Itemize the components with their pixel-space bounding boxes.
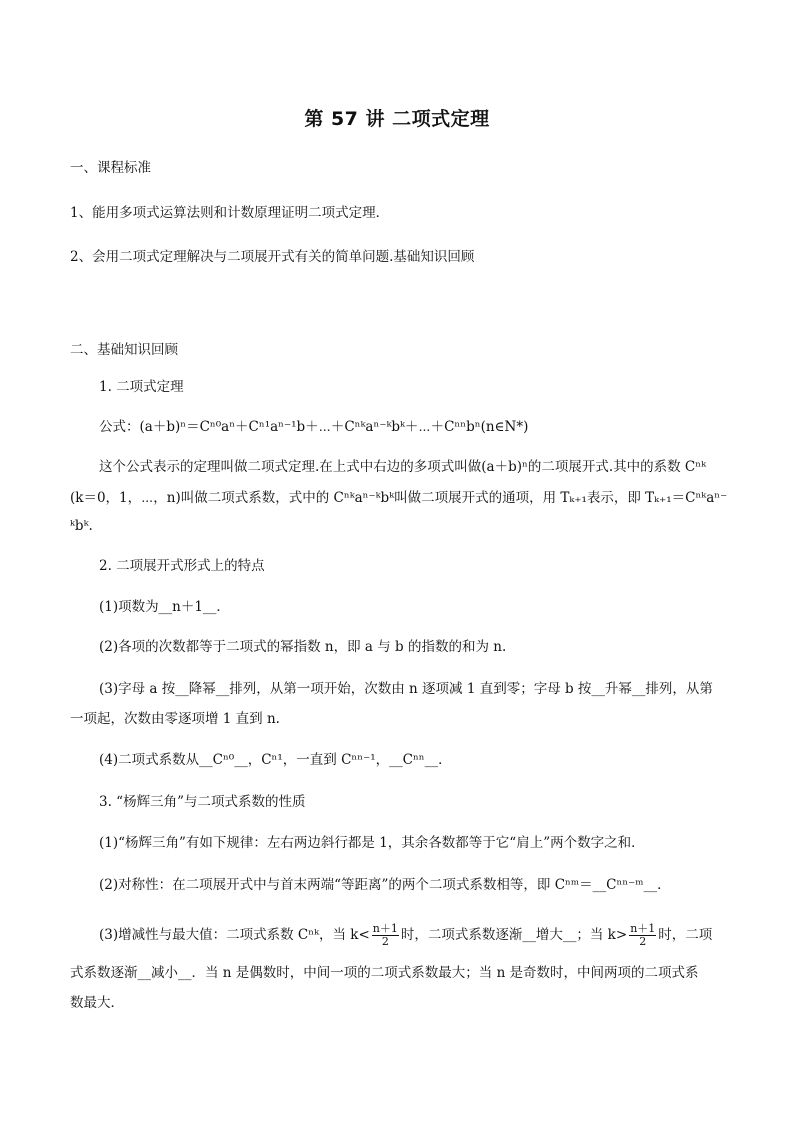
fraction-denominator: 2 [639,935,647,948]
binomial-formula: 公式：(a＋b)ⁿ＝Cⁿ⁰aⁿ＋Cⁿ¹aⁿ⁻¹b＋⋯＋Cⁿᵏaⁿ⁻ᵏbᵏ＋⋯＋Cⁿⁿbⁿ(n∈N*) [99,419,529,435]
fraction-n-plus-1-over-2-second [629,923,656,948]
part3-item-3-line-1 [99,918,759,952]
definition-para-line-1: 这个公式表示的定理叫做二项式定理.在上式中右边的多项式叫做(a＋b)ⁿ的二项展开式.其中的系数 Cⁿᵏ [99,459,707,475]
part3-heading: 3. “杨辉三角”与二项式系数的性质 [99,794,306,810]
part2-item-3-line-1: (3)字母 a 按__降幂__排列，从第一项开始，次数由 n 逐项减 1 直到零；字母 b 按__升幂__排列，从第 [99,681,713,697]
part3-item-2: (2)对称性：在二项展开式中与首末两端“等距离”的两个二项式系数相等，即 Cⁿᵐ＝__Cⁿⁿ⁻ᵐ__． [99,877,671,893]
part2-item-1: (1)项数为__n＋1__． [99,599,230,615]
course-standard-item-2: 2、会用二项式定理解决与二项展开式有关的简单问题.基础知识回顾 [70,249,475,265]
fraction-numerator: n＋1 [372,922,398,935]
definition-para-line-2: (k＝0，1，⋯，n)叫做二项式系数，式中的 Cⁿᵏaⁿ⁻ᵏbᵏ叫做二项展开式的通项，用 Tₖ₊₁表示，即 Tₖ₊₁＝Cⁿᵏaⁿ⁻ [70,490,728,506]
fraction-numerator: n＋1 [630,922,656,935]
fraction-n-plus-1-over-2 [372,923,399,948]
section-heading-course-standard: 一、课程标准 [70,160,151,176]
course-standard-item-1: 1、能用多项式运算法则和计数原理证明二项式定理． [70,205,390,221]
monotonicity-text-c: 时，二项 [658,927,713,943]
monotonicity-text-b: 时，二项式系数逐渐__增大__；当 k> [400,927,628,943]
fraction-denominator: 2 [381,935,389,948]
definition-para-line-3: ᵏbᵏ. [70,518,93,534]
page-title: 第 57 讲 二项式定理 [304,108,490,130]
part1-heading: 1. 二项式定理 [99,379,184,395]
part2-item-4: (4)二项式系数从__Cⁿ⁰__，Cⁿ¹，一直到 Cⁿⁿ⁻¹，__Cⁿⁿ__． [99,752,452,768]
part3-item-3-line-2: 式系数逐渐__减小__．当 n 是偶数时，中间一项的二项式系数最大；当 n 是奇数时，中间两项的二项式系 [70,965,699,981]
monotonicity-text-a: (3)增减性与最大值：二项式系数 Cⁿᵏ，当 k< [99,927,370,943]
part2-heading: 2. 二项展开式形式上的特点 [99,558,265,574]
part2-item-2: (2)各项的次数都等于二项式的幂指数 n，即 a 与 b 的指数的和为 n. [99,639,507,655]
part2-item-3-line-2: 一项起，次数由零逐项增 1 直到 n. [70,711,280,727]
part3-item-1: (1)“杨辉三角”有如下规律：左右两边斜行都是 1，其余各数都等于它“肩上”两个数字之和． [99,835,645,851]
part3-item-3-line-3: 数最大． [70,995,124,1011]
section-heading-basics-review: 二、基础知识回顾 [70,342,178,358]
